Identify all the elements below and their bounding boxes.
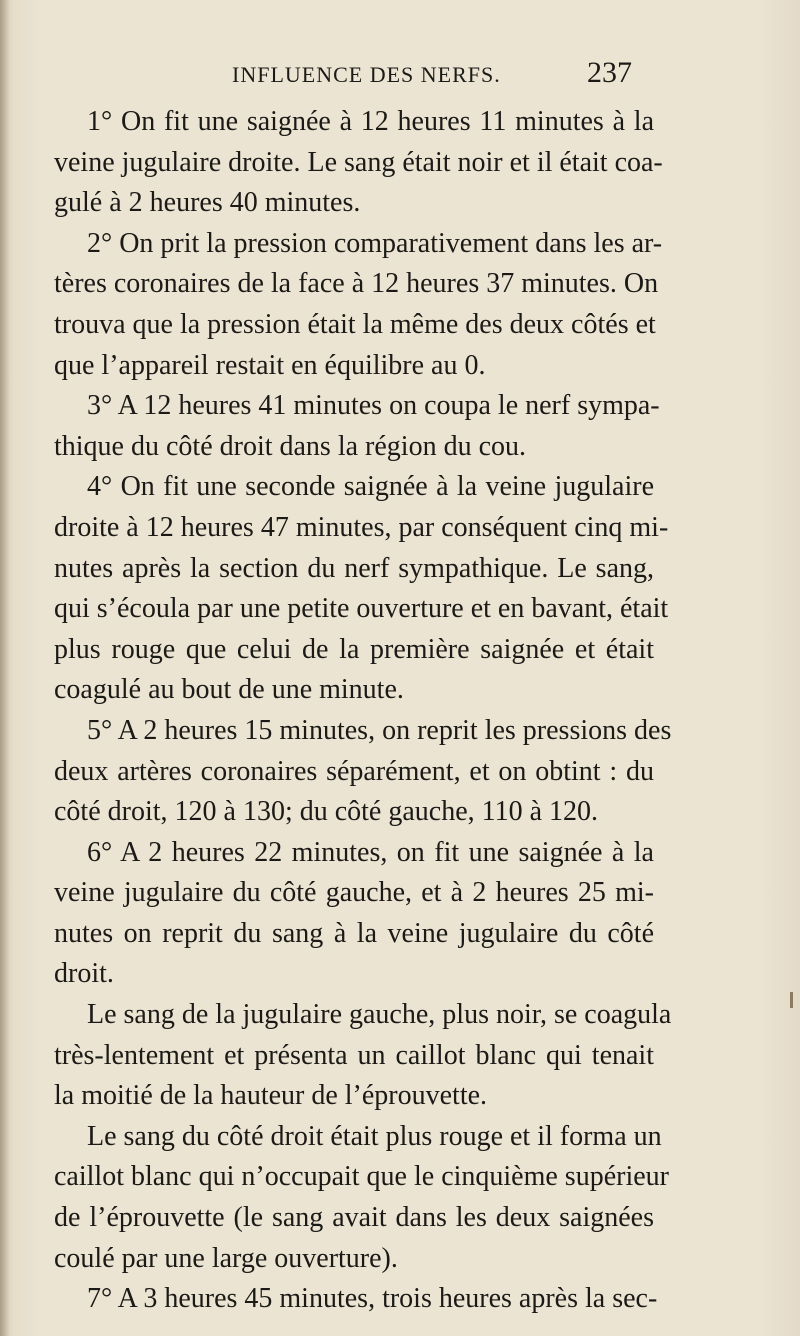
text-line: 3° A 12 heures 41 minutes on coupa le nerf sympa-	[87, 390, 660, 422]
text-line: que l’appareil restait en équilibre au 0.	[54, 349, 486, 381]
margin-mark	[790, 992, 793, 1008]
text-line: gulé à 2 heures 40 minutes.	[54, 187, 361, 219]
text-line: la moitié de la hauteur de l’éprouvette.	[54, 1080, 488, 1112]
text-line: deux artères coronaires séparément, et on obtint : du	[54, 755, 654, 787]
text-line: veine jugulaire du côté gauche, et à 2 heures 25 mi-	[54, 877, 654, 909]
page-header	[232, 56, 632, 92]
text-line: qui s’écoula par une petite ouverture et en bavant, était	[54, 593, 669, 625]
text-line: côté droit, 120 à 130; du côté gauche, 110 à 120.	[54, 796, 599, 828]
text-line: trouva que la pression était la même des deux côtés et	[54, 308, 656, 340]
text-line: caillot blanc qui n’occupait que le cinquième supérieur	[54, 1161, 669, 1193]
text-line: droite à 12 heures 47 minutes, par conséquent cinq mi-	[54, 511, 669, 543]
text-line: thique du côté droit dans la région du cou.	[54, 430, 526, 462]
text-line: 4° On fit une seconde saignée à la veine jugulaire	[87, 471, 654, 503]
text-line: de l’éprouvette (le sang avait dans les deux saignées	[54, 1202, 654, 1234]
gutter-shadow	[0, 0, 10, 1336]
page-number: 237	[587, 56, 632, 89]
text-line: 7° A 3 heures 45 minutes, trois heures après la sec-	[87, 1283, 658, 1315]
text-line: coulé par une large ouverture).	[54, 1242, 398, 1274]
text-line: 5° A 2 heures 15 minutes, on reprit les pressions des	[87, 714, 672, 746]
text-line: Le sang de la jugulaire gauche, plus noir, se coagula	[87, 999, 672, 1031]
text-line: très-lentement et présenta un caillot blanc qui tenait	[54, 1039, 654, 1071]
running-head: INFLUENCE DES NERFS.	[232, 62, 501, 87]
text-line: 1° On fit une saignée à 12 heures 11 minutes à la	[87, 106, 654, 137]
text-line: droit.	[54, 958, 114, 990]
text-line: 2° On prit la pression comparativement dans les ar-	[87, 227, 663, 259]
text-line: 6° A 2 heures 22 minutes, on fit une saignée à la	[87, 836, 654, 868]
text-line: plus rouge que celui de la première saignée et était	[54, 633, 654, 665]
text-line: nutes après la section du nerf sympathique. Le sang,	[54, 552, 654, 584]
text-line: Le sang du côté droit était plus rouge et il forma un	[87, 1120, 662, 1152]
text-line: coagulé au bout de une minute.	[54, 674, 404, 706]
text-line: tères coronaires de la face à 12 heures 37 minutes. On	[54, 268, 659, 300]
text-line: nutes on reprit du sang à la veine jugulaire du côté	[54, 917, 654, 949]
body-text	[54, 102, 672, 1320]
text-line: veine jugulaire droite. Le sang était noir et il était coa-	[54, 146, 663, 178]
